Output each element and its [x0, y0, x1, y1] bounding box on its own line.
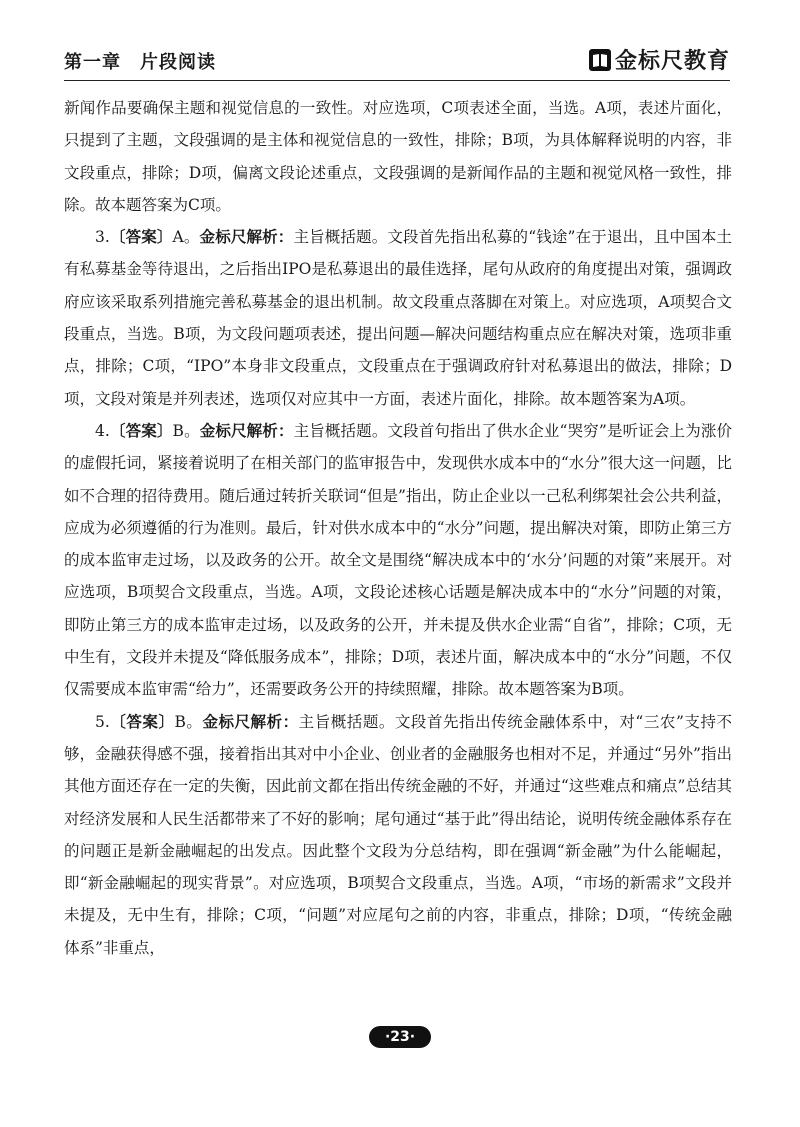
header-divider	[64, 80, 730, 81]
item-number: 3.	[95, 228, 110, 247]
answer-value: B。	[172, 421, 200, 440]
brand	[589, 44, 730, 75]
answer-item-4	[64, 415, 732, 706]
answer-tag: 〔答案〕	[109, 712, 175, 731]
page-footer	[0, 1026, 800, 1048]
page-header	[64, 44, 730, 78]
page-body	[64, 92, 732, 964]
analysis-label: 金标尺解析：	[199, 228, 294, 247]
answer-item-5	[64, 706, 732, 964]
chapter-title: 第一章 片段阅读	[64, 52, 216, 73]
book-logo-icon	[589, 49, 611, 71]
answer-item-3	[64, 221, 732, 415]
analysis-label: 金标尺解析：	[199, 421, 294, 440]
item-number: 5.	[95, 712, 110, 731]
brand-name: 金标尺教育	[614, 49, 730, 74]
analysis-text: 主旨概括题。文段首句指出了供水企业“哭穷”是听证会上为涨价的虚假托词，紧接着说明了在相关部门的监审报告中，发现供水成本中的“水分”很大这一问题，比如不合理的招待费用。随后通过转折关联词“但是”指出，防止企业以一己私利绑架社会公共利益，应成为必须遵循的行为准则。最后，针对供水成本中的“水分”问题，提出解决对策，即防止第三方的成本监审走过场，以及政务的公开。故全文是围绕“解决成本中的‘水分’问题的对策”来展开。对应选项，B项契合文段重点，当选。A项，文段论述核心话题是解决成本中的“水分”问题的对策，即防止第三方的成本监审走过场，以及政务的公开，并未提及供水企业需“自省”，排除；C项，无中生有，文段并未提及“降低服务成本”，排除；D项，表述片面，解决成本中的“水分”问题，不仅仅需要成本监审需“给力”，还需要政务公开的持续照耀，排除。故本题答案为B项。	[64, 421, 732, 699]
item-number: 4.	[95, 421, 110, 440]
answer-tag: 〔答案〕	[109, 228, 173, 247]
answer-tag: 〔答案〕	[109, 421, 173, 440]
analysis-label: 金标尺解析：	[202, 712, 299, 731]
answer-value: A。	[172, 228, 200, 247]
continuation-paragraph: 新闻作品要确保主题和视觉信息的一致性。对应选项，C项表述全面，当选。A项，表述片面化，只提到了主题，文段强调的是主体和视觉信息的一致性，排除；B项，为具体解释说明的内容，非文段重点，排除；D项，偏离文段论述重点，文段强调的是新闻作品的主题和视觉风格一致性，排除。故本题答案为C项。	[64, 99, 732, 214]
analysis-text: 主旨概括题。文段首先指出私募的“钱途”在于退出，且中国本土有私募基金等待退出，之后指出IPO是私募退出的最佳选择，尾句从政府的角度提出对策，强调政府应该采取系列措施完善私募基金的退出机制。故文段重点落脚在对策上。对应选项，A项契合文段重点，当选。B项，为文段问题项表述，提出问题—解决问题结构重点应在解决对策，选项非重点，排除；C项，“IPO”本身非文段重点，文段重点在于强调政府针对私募退出的做法，排除；D项，文段对策是并列表述，选项仅对应其中一方面，表述片面化，排除。故本题答案为A项。	[64, 228, 732, 408]
answer-value: B。	[174, 712, 203, 731]
analysis-text: 主旨概括题。文段首先指出传统金融体系中，对“三农”支持不够，金融获得感不强，接着指出其对中小企业、创业者的金融服务也相对不足，并通过“另外”指出其他方面还存在一定的失衡，因此前文都在指出传统金融的不好，并通过“这些难点和痛点”总结其对经济发展和人民生活都带来了不好的影响；尾句通过“基于此”得出结论，说明传统金融体系存在的问题正是新金融崛起的出发点。因此整个文段为分总结构，即在强调“新金融”为什么能崛起，即“新金融崛起的现实背景”。对应选项，B项契合文段重点，当选。A项，“市场的新需求”文段并未提及，无中生有，排除；C项，“问题”对应尾句之前的内容，非重点，排除；D项，“传统金融体系”非重点，	[64, 712, 732, 957]
page-number: ·23·	[369, 1026, 431, 1048]
